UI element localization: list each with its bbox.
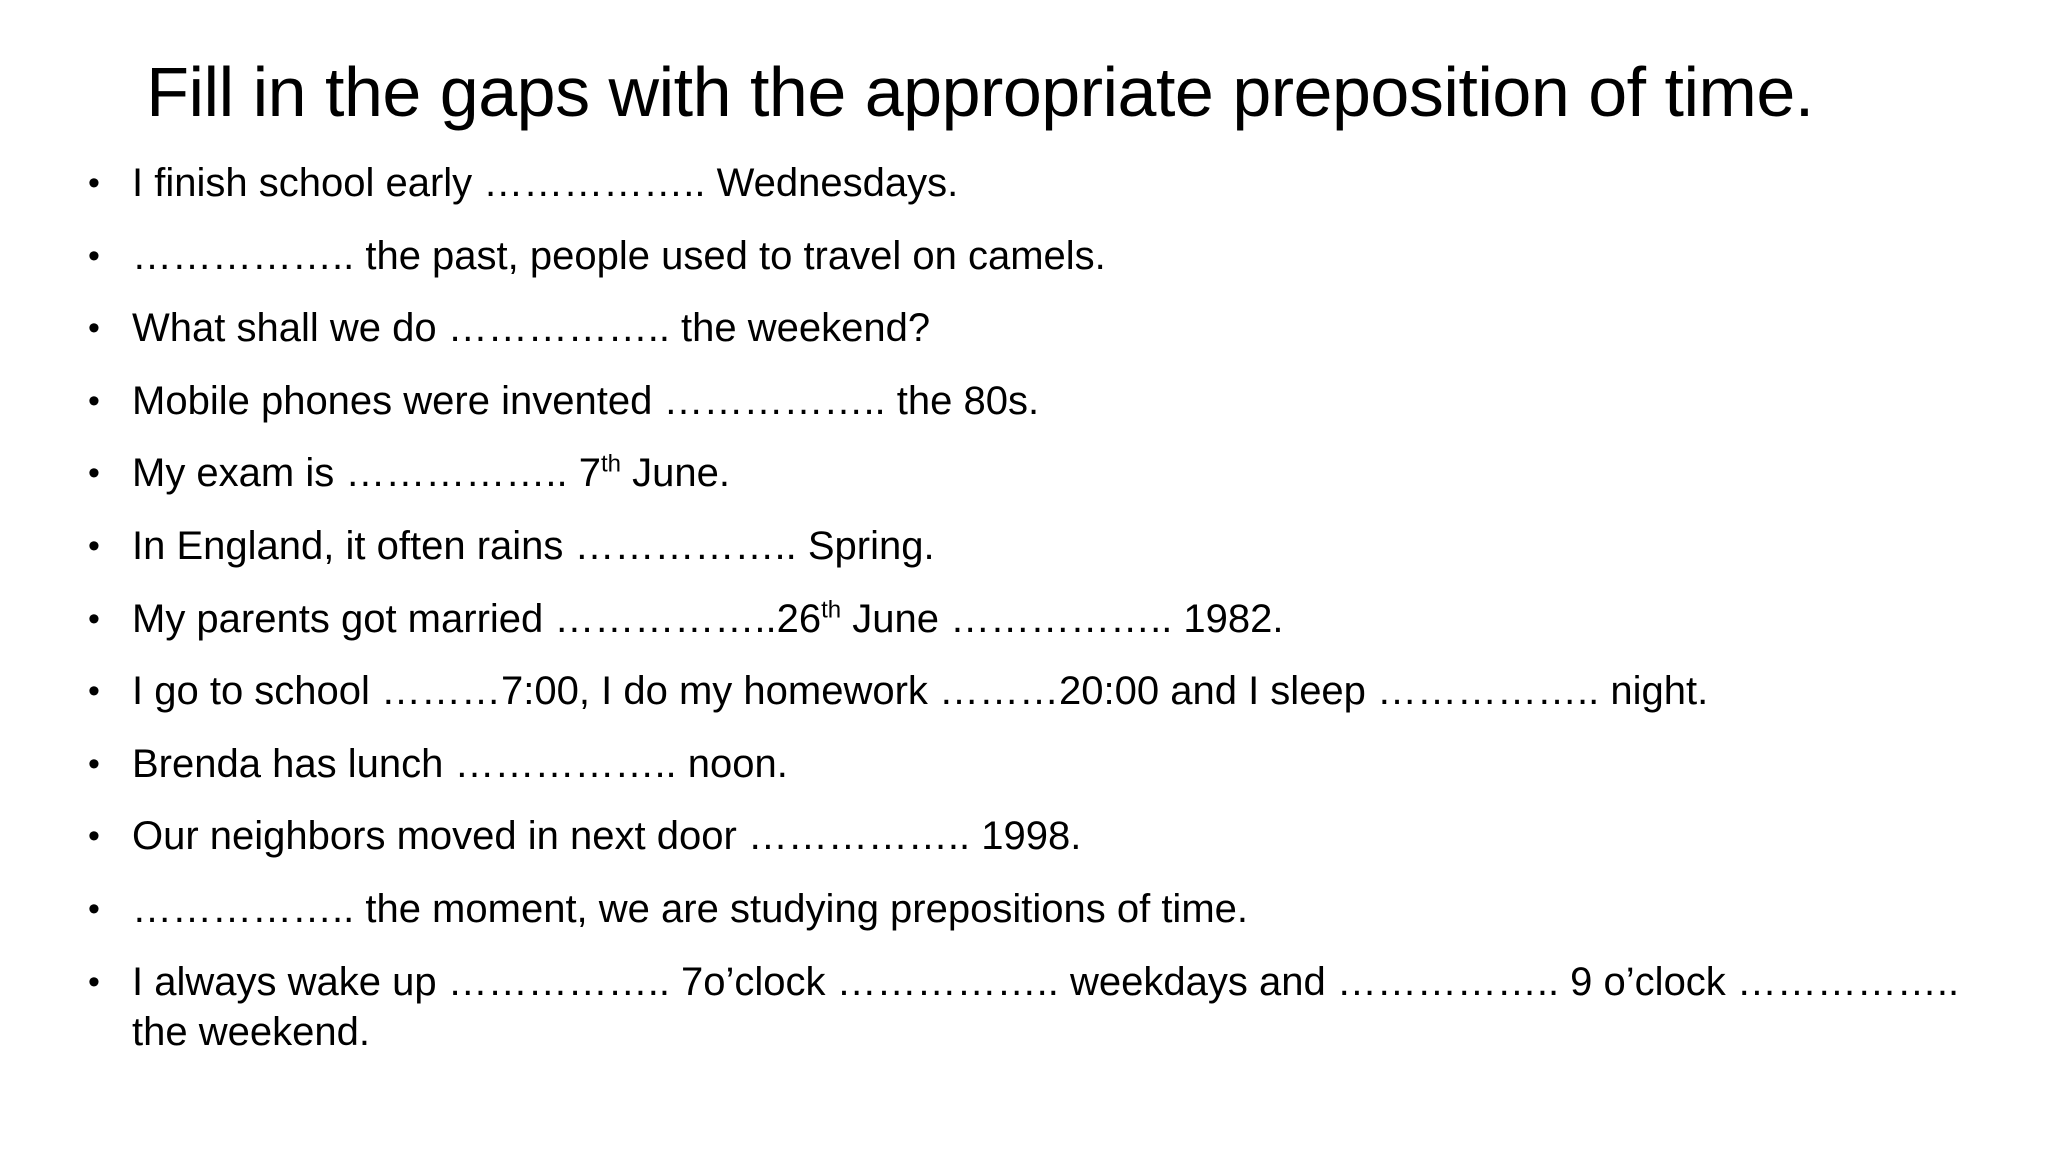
exercise-item-8	[88, 666, 1988, 716]
exercise-item-7	[88, 594, 1988, 644]
bullet-icon: •	[88, 526, 100, 565]
exercise-sentence	[132, 814, 1081, 858]
slide-title: Fill in the gaps with the appropriate preposition of time.	[146, 53, 1814, 131]
ordinal-suffix: th	[821, 596, 842, 624]
exercise-item-2	[88, 231, 1988, 281]
exercise-item-12	[88, 957, 1988, 1057]
exercise-item-9	[88, 739, 1988, 789]
bullet-icon: •	[88, 454, 100, 493]
exercise-item-4	[88, 376, 1988, 426]
exercise-sentence	[132, 887, 1248, 931]
bullet-icon: •	[88, 599, 100, 638]
sentence-text: My parents got married ……………..26	[132, 596, 822, 641]
exercise-item-3	[88, 303, 1988, 353]
exercise-item-10	[88, 811, 1988, 861]
bullet-icon: •	[88, 744, 100, 783]
sentence-text: I always wake up …………….. 7o’clock …………….. weekdays and …………….. 9 o’clock …………….. the weekend.	[132, 959, 1960, 1054]
exercise-item-6	[88, 521, 1988, 571]
exercise-sentence	[132, 234, 1106, 278]
sentence-text: June …………….. 1982.	[841, 596, 1284, 641]
sentence-text: What shall we do …………….. the weekend?	[132, 306, 931, 351]
exercise-sentence	[132, 524, 935, 568]
sentence-text: June.	[620, 451, 730, 496]
sentence-text: Brenda has lunch …………….. noon.	[132, 741, 788, 786]
sentence-text: Mobile phones were invented …………….. the 80s.	[132, 378, 1040, 423]
sentence-text: My exam is …………….. 7	[132, 451, 601, 496]
exercise-sentence	[132, 379, 1039, 423]
exercise-item-11	[88, 884, 1988, 934]
exercise-item-1	[88, 158, 1988, 208]
exercise-sentence	[132, 742, 788, 786]
ordinal-suffix: th	[600, 451, 621, 479]
exercise-list	[88, 158, 1988, 1057]
bullet-icon: •	[88, 164, 100, 202]
bullet-icon: •	[88, 672, 100, 711]
bullet-icon: •	[88, 889, 100, 928]
bullet-icon: •	[88, 817, 100, 856]
sentence-text: …………….. the moment, we are studying prepositions of time.	[132, 886, 1248, 931]
exercise-sentence	[132, 161, 958, 205]
exercise-item-5	[88, 448, 1988, 498]
exercise-sentence	[132, 451, 730, 495]
exercise-sentence	[132, 306, 930, 350]
exercise-sentence	[132, 669, 1708, 713]
bullet-icon: •	[88, 309, 100, 348]
sentence-text: Our neighbors moved in next door …………….. 1998.	[132, 814, 1082, 859]
exercise-sentence	[132, 597, 1284, 641]
bullet-icon: •	[88, 962, 100, 1001]
sentence-text: I go to school ………7:00, I do my homework ………20:00 and I sleep …………….. night.	[132, 669, 1709, 714]
exercise-sentence	[132, 960, 1959, 1054]
bullet-icon: •	[88, 381, 100, 420]
sentence-text: In England, it often rains …………….. Spring.	[132, 523, 935, 568]
sentence-text: …………….. the past, people used to travel on camels.	[132, 233, 1106, 278]
sentence-text: I finish school early …………….. Wednesdays.	[132, 161, 959, 205]
bullet-icon: •	[88, 236, 100, 275]
